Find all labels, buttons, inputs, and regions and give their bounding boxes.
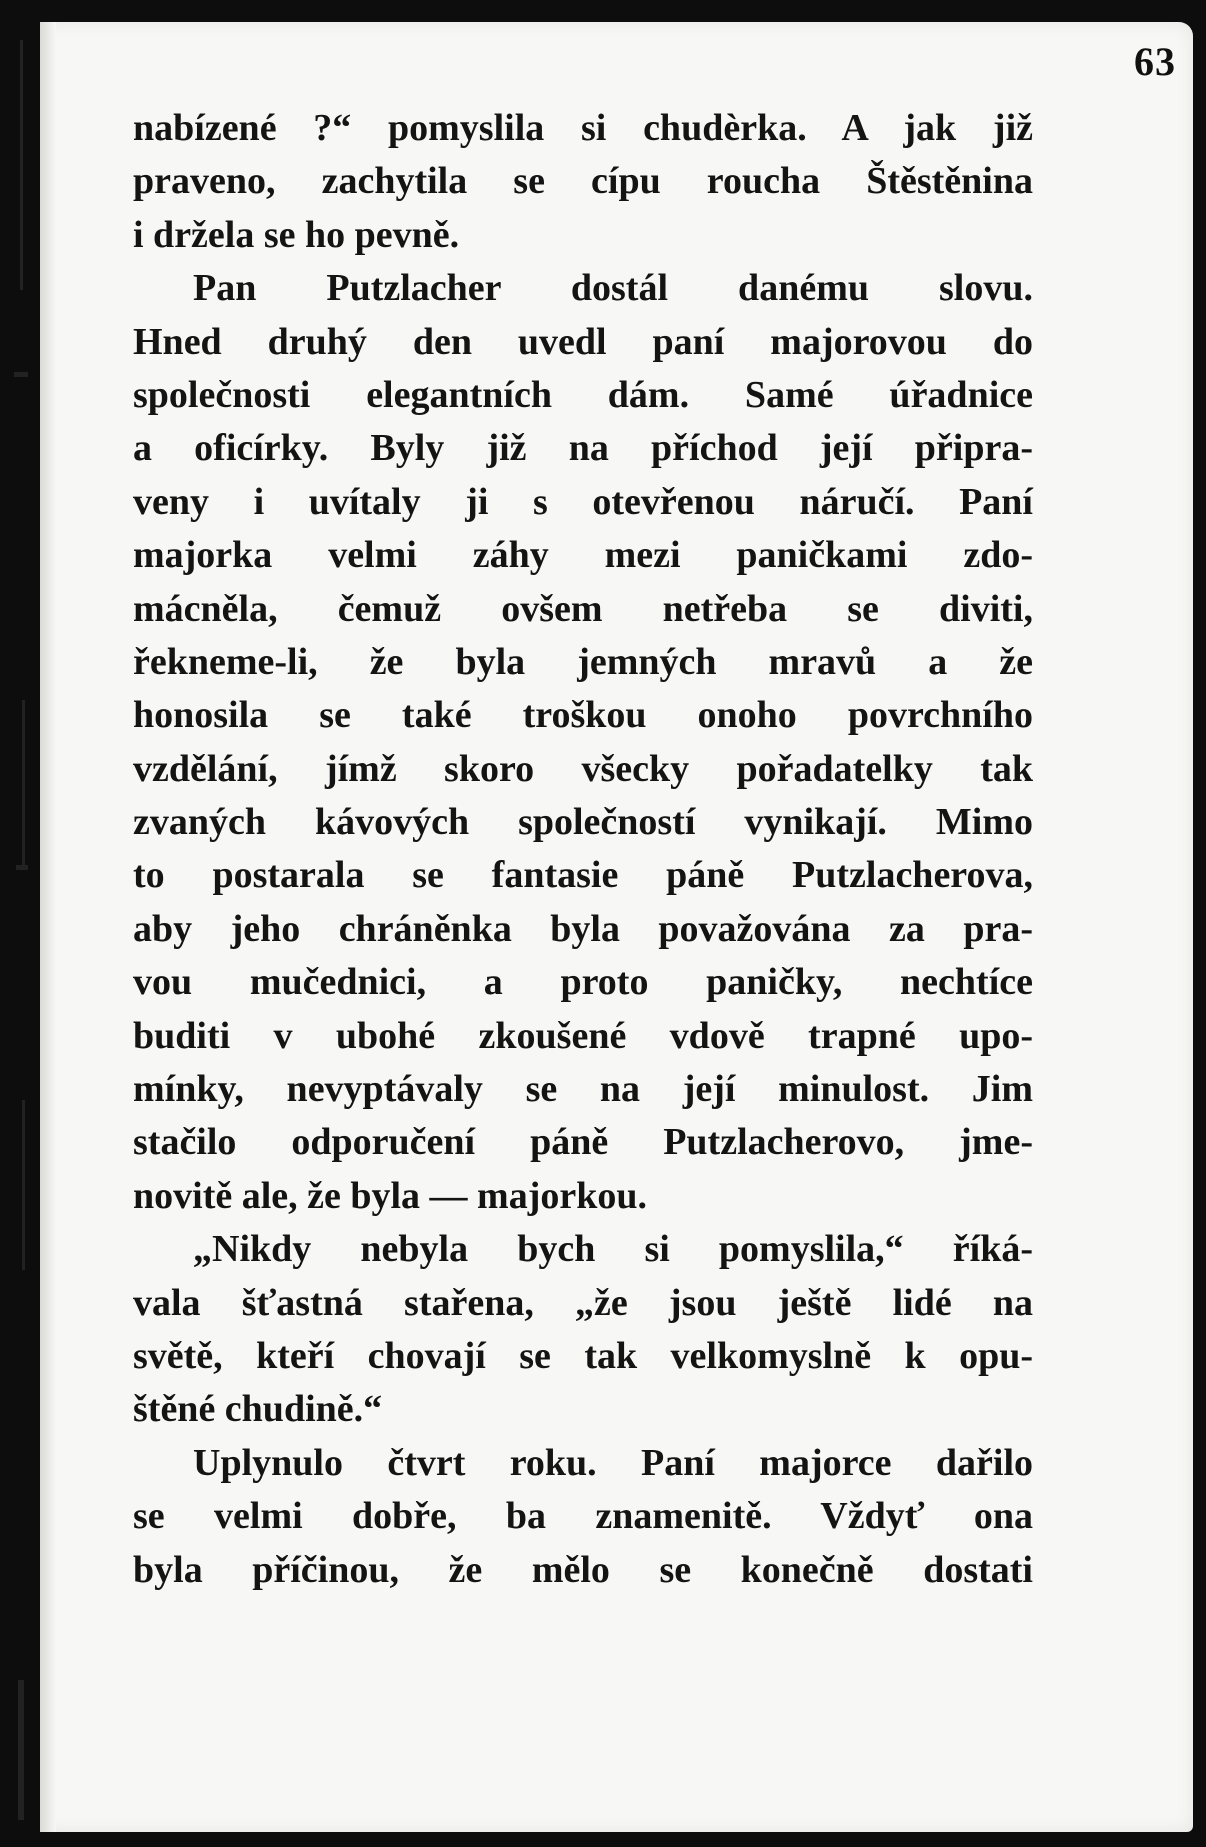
text-line: Hned druhý den uvedl paní majorovou do: [133, 320, 1033, 363]
text-line: veny i uvítaly ji s otevřenou náručí. Paní: [133, 480, 1033, 523]
text-line: mácněla, čemuž ovšem netřeba se diviti,: [133, 587, 1033, 630]
text-line: honosila se také troškou onoho povrchního: [133, 694, 1033, 737]
edge-mark: [22, 700, 25, 865]
text-line: mínky, nevyptávaly se na její minulost. Jim: [133, 1068, 1033, 1111]
text-line: majorka velmi záhy mezi paničkami zdo-: [133, 534, 1033, 577]
edge-mark: [18, 1680, 24, 1820]
text-line: vala šťastná stařena, „že jsou ještě lidé na: [133, 1281, 1033, 1324]
text-line: a oficírky. Byly již na příchod její připra-: [133, 427, 1033, 470]
text-line: Pan Putzlacher dostál danému slovu.: [193, 267, 1033, 310]
text-line: zvaných kávových společností vynikají. Mimo: [133, 801, 1033, 844]
text-line: světě, kteří chovají se tak velkomyslně k opu-: [133, 1334, 1033, 1377]
text-line: i držela se ho pevně.: [133, 213, 460, 256]
text-line: „Nikdy nebyla bych si pomyslila,“ říká-: [193, 1228, 1033, 1271]
text-line: se velmi dobře, ba znamenitě. Vždyť ona: [133, 1495, 1033, 1538]
text-line: vzdělání, jímž skoro všecky pořadatelky tak: [133, 747, 1033, 790]
edge-mark: [20, 40, 23, 290]
edge-mark: [16, 865, 28, 870]
text-line: aby jeho chráněnka byla považována za pra-: [133, 907, 1033, 950]
page-number: 63: [1134, 39, 1176, 84]
text-line: to postarala se fantasie páně Putzlacherova,: [133, 854, 1033, 897]
edge-mark: [14, 372, 28, 377]
text-line: buditi v ubohé zkoušené vdově trapné upo-: [133, 1014, 1033, 1057]
text-line: nabízené ?“ pomyslila si chudèrka. A jak již: [133, 107, 1033, 149]
text-line: společnosti elegantních dám. Samé úřadnice: [133, 373, 1033, 416]
text-line: řekneme-li, že byla jemných mravů a že: [133, 640, 1033, 683]
text-line: novitě ale, že byla — majorkou.: [133, 1174, 648, 1217]
text-line: stačilo odporučení páně Putzlacherovo, jme-: [133, 1121, 1033, 1164]
edge-mark: [22, 1100, 25, 1270]
page-text: [133, 102, 1033, 1597]
text-line: byla příčinou, že mělo se konečně dostati: [133, 1548, 1033, 1591]
text-line: štěné chudině.“: [133, 1388, 383, 1431]
text-line: Uplynulo čtvrt roku. Paní majorce dařilo: [193, 1441, 1033, 1484]
page-gutter: [40, 22, 56, 1832]
text-line: praveno, zachytila se cípu roucha Štěstěnina: [133, 160, 1033, 203]
text-line: vou mučednici, a proto paničky, nechtíce: [133, 961, 1033, 1004]
